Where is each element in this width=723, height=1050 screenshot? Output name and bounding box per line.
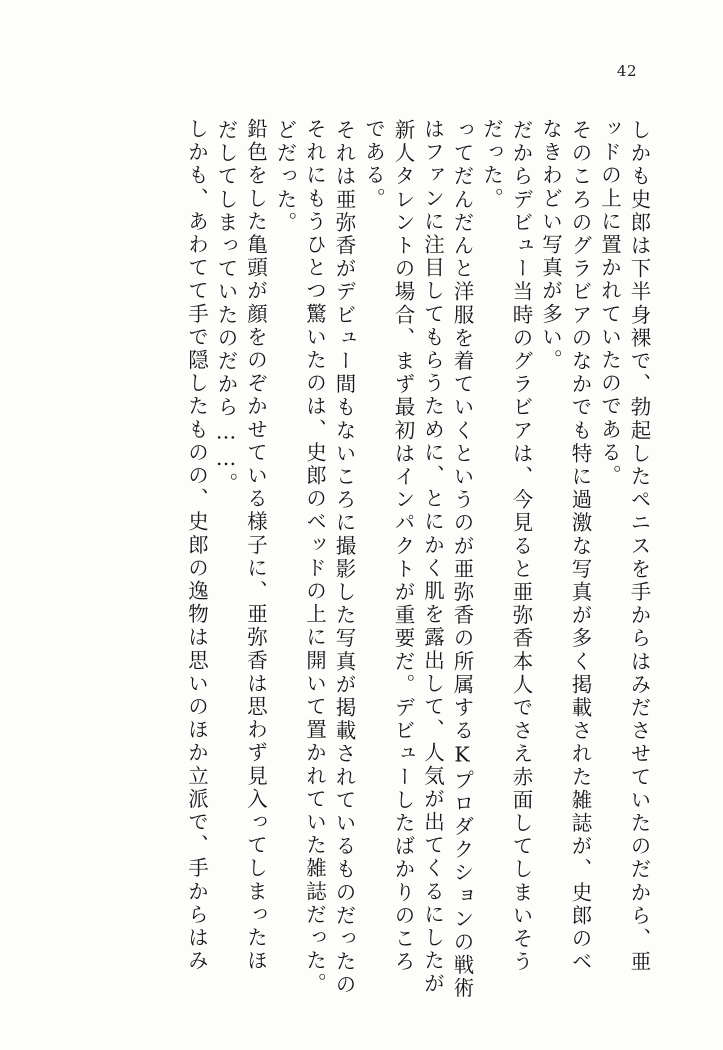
text-line: だった。 bbox=[479, 118, 504, 211]
text-line: しかも、あわてて手で隠したものの、史郎の逸物は思いのほか立派で、手からはみ bbox=[184, 118, 209, 973]
text-line: それは亜弥香がデビュー間もないころに撮影した写真が掲載されているものだったの bbox=[332, 119, 356, 997]
text-line: 新人タレントの場合、まず最初はインパクトが重要だ。デビューしたばかりのころ bbox=[391, 119, 415, 974]
text-line: どだった。 bbox=[273, 119, 297, 235]
text-line: ッドの上に置かれていたのである。 bbox=[597, 118, 622, 488]
text-line: 鉛色をした亀頭が顔をのぞかせている様子に、亜弥香は思わず見入ってしまったほ bbox=[243, 118, 268, 973]
text-line: だしてしまっていたのだから……。 bbox=[214, 119, 238, 496]
text-line: だからデビュー当時のグラビアは、今見ると亜弥香本人でさえ赤面してしまいそう bbox=[509, 119, 533, 974]
page-number: 42 bbox=[616, 62, 637, 80]
text-line: しかも史郎は下半身裸で、勃起したペニスを手からはみださせていたのだから、亜 bbox=[627, 119, 651, 974]
text-line: である。 bbox=[361, 118, 386, 211]
text-line: はファンに注目してもらうために、とにかく肌を露出して、人気が出てくるにしたが bbox=[420, 118, 445, 996]
text-line: なきわどい写真が多い。 bbox=[538, 118, 563, 373]
text-line: それにもうひとつ驚いたのは、史郎のベッドの上に開いて置かれていた雑誌だった。 bbox=[302, 118, 327, 996]
text-line: そのころのグラビアのなかでも特に過激な写真が多く掲載された雑誌が、史郎のベ bbox=[568, 119, 592, 974]
vertical-text-block bbox=[177, 118, 651, 1001]
text-line: ってだんだんと洋服を着ていくというのが亜弥香の所属するKプロダクションの戦術 bbox=[450, 119, 474, 1001]
